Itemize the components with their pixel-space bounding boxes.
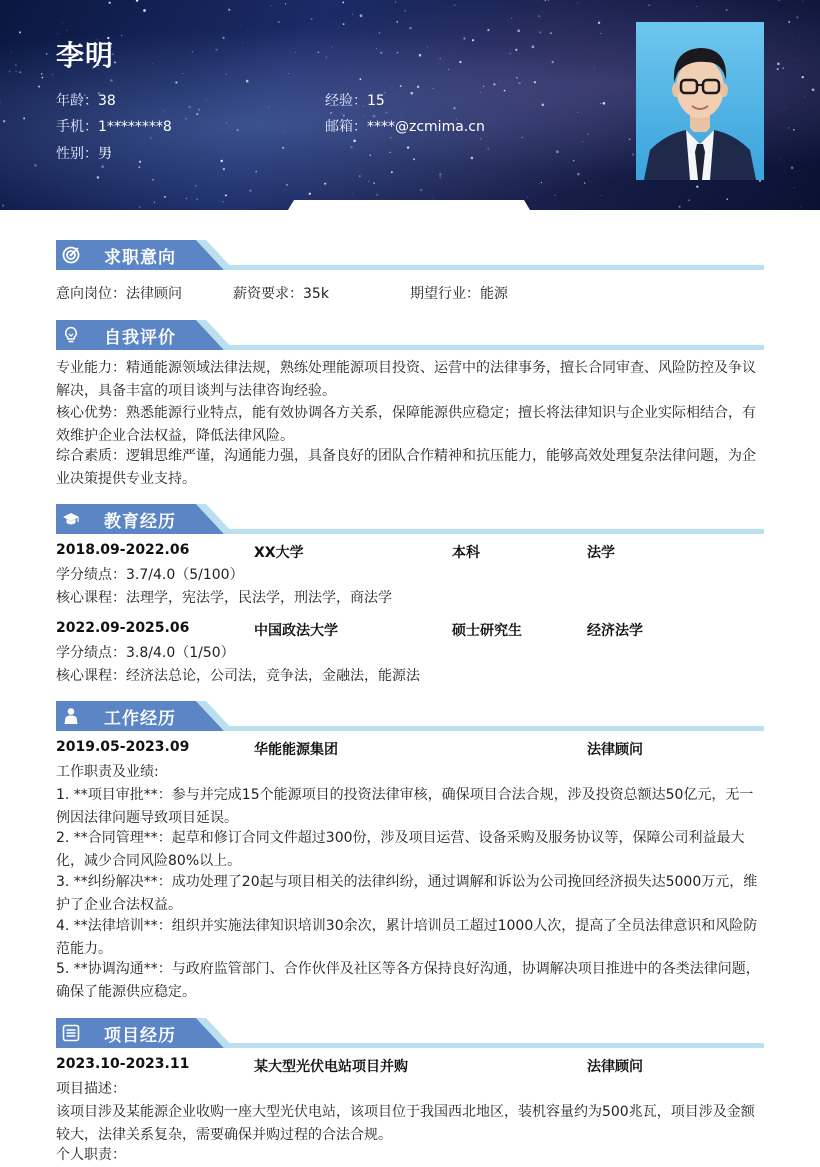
work-item: 4. **法律培训**：组织并实施法律知识培训30余次，累计培训员工超过1000人次，提高了全员法律意识和风险防范能力。	[56, 918, 758, 957]
education-gpa: 学分绩点：3.8/4.0（1/50）	[56, 645, 235, 661]
section-header-work	[56, 701, 764, 735]
self-eval-paragraph: 专业能力：精通能源领域法律法规，熟练处理能源项目投资、运营中的法律事务，擅长合同审查、风险防控及争议解决，具备丰富的项目谈判与法律咨询经验。	[56, 360, 756, 399]
section-header-intent	[56, 240, 764, 274]
lightbulb-icon	[62, 326, 80, 344]
project-row: 2023.10-2023.11 某大型光伏电站项目并购 法律顾问	[56, 1056, 643, 1075]
project-desc: 该项目涉及某能源企业收购一座大型光伏电站，该项目位于我国西北地区，装机容量约为500兆瓦，项目涉及金额较大，法律关系复杂，需要确保并购过程的合法合规。	[56, 1104, 755, 1143]
target-icon	[62, 246, 80, 264]
section-title: 求职意向	[104, 248, 176, 268]
section-title: 工作经历	[104, 709, 176, 729]
email-field: 邮箱：****@zcmima.cn	[325, 119, 485, 135]
work-item: 5. **协调沟通**：与政府监管部门、合作伙伴及社区等各方保持良好沟通，协调解决项目推进中的各类法律问题，确保了能源供应稳定。	[56, 961, 760, 1000]
work-item: 2. **合同管理**：起草和修订合同文件超过300份，涉及项目运营、设备采购及服务协议等，保障公司利益最大化，减少合同风险80%以上。	[56, 830, 745, 869]
work-item: 1. **项目审批**：参与并完成15个能源项目的投资法律审核，确保项目合法合规，涉及投资总额达50亿元，无一例因法律问题导致项目延误。	[56, 787, 754, 826]
section-header-education	[56, 504, 764, 538]
section-title: 教育经历	[104, 512, 176, 532]
intent-salary: 薪资要求：35k	[233, 286, 329, 302]
section-title: 自我评价	[104, 328, 176, 348]
section-title: 项目经历	[104, 1026, 176, 1046]
section-header-project	[56, 1018, 764, 1052]
gender-field: 性别：男	[56, 146, 112, 162]
project-desc-label: 项目描述：	[56, 1081, 126, 1097]
resume-header	[0, 0, 820, 210]
project-duty-label: 个人职责：	[56, 1147, 126, 1163]
profile-photo	[636, 22, 764, 180]
work-row: 2019.05-2023.09 华能能源集团 法律顾问	[56, 739, 643, 758]
education-gpa: 学分绩点：3.7/4.0（5/100）	[56, 567, 244, 583]
header-tab-notch	[288, 200, 530, 210]
work-item: 3. **纠纷解决**：成功处理了20起与项目相关的法律纠纷，通过调解和诉讼为公司挽回经济损失达5000万元，维护了企业合法权益。	[56, 874, 758, 913]
intent-industry: 期望行业：能源	[410, 286, 508, 302]
education-row: 2022.09-2025.06 中国政法大学 硕士研究生 经济法学	[56, 620, 643, 639]
graduation-cap-icon	[62, 510, 80, 528]
section-header-self-eval	[56, 320, 764, 354]
age-field: 年龄：38	[56, 93, 116, 109]
self-eval-paragraph: 综合素质：逻辑思维严谨，沟通能力强，具备良好的团队合作精神和抗压能力，能够高效处理复杂法律问题，为企业决策提供专业支持。	[56, 448, 756, 487]
list-icon	[62, 1024, 80, 1042]
work-intro: 工作职责及业绩:	[56, 764, 159, 780]
self-eval-paragraph: 核心优势：熟悉能源行业特点，能有效协调各方关系，保障能源供应稳定；擅长将法律知识与企业实际相结合，有效维护企业合法权益，降低法律风险。	[56, 405, 756, 444]
intent-position: 意向岗位：法律顾问	[56, 286, 182, 302]
education-row: 2018.09-2022.06 XX大学 本科 法学	[56, 542, 615, 561]
phone-field: 手机：1********8	[56, 119, 172, 135]
education-courses: 核心课程：法理学，宪法学，民法学，刑法学，商法学	[56, 590, 392, 606]
person-icon	[62, 707, 80, 725]
candidate-name: 李明	[56, 39, 115, 72]
experience-field: 经验：15	[325, 93, 385, 109]
education-courses: 核心课程：经济法总论，公司法，竞争法，金融法，能源法	[56, 668, 420, 684]
